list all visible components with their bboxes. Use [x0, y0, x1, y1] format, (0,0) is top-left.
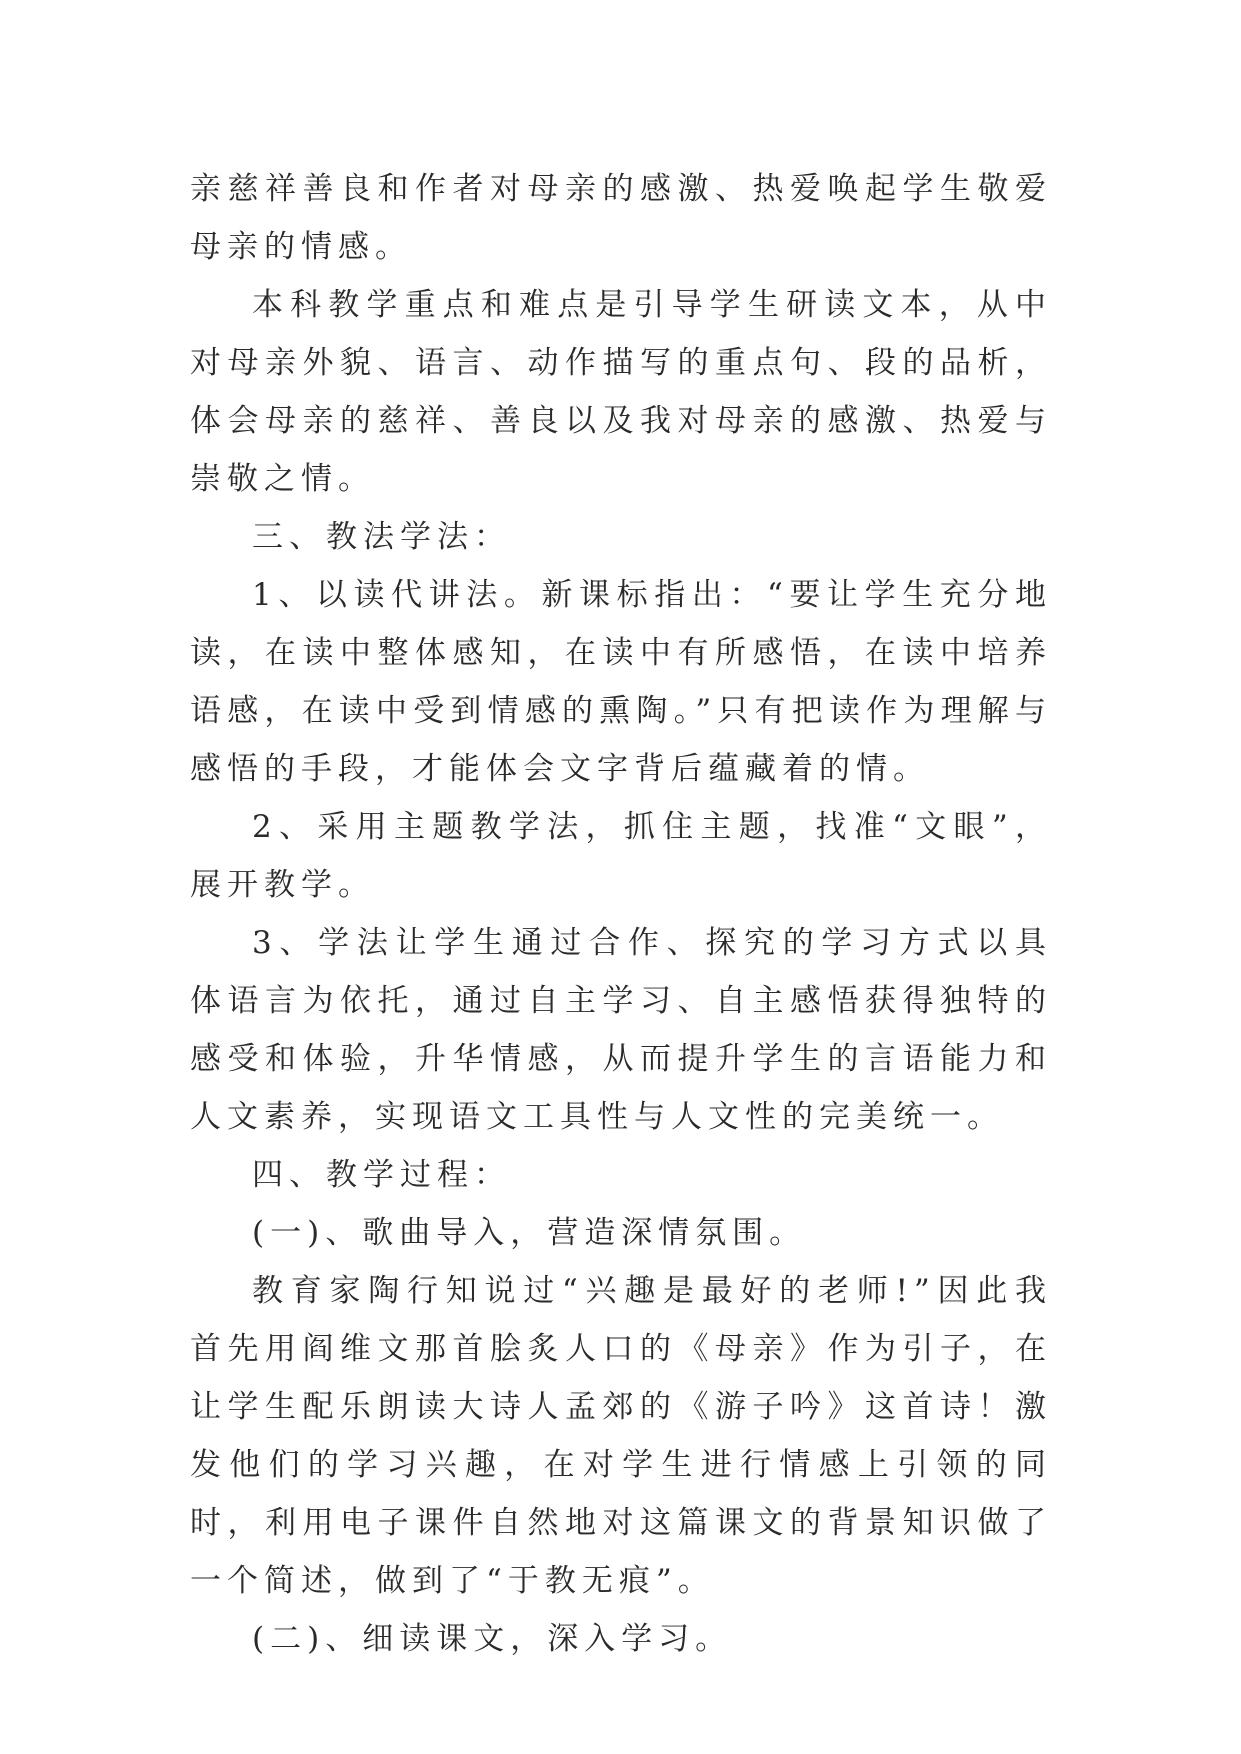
section-heading-process: 四、教学过程：: [252, 1157, 511, 1193]
paragraph-method-3: 3、学法让学生通过合作、探究的学习方式以具体语言为依托，通过自主学习、自主感悟获得独特的感受和体验，升华情感，从而提升学生的言语能力和人文素养，实现语文工具性与人文性的完美统一。: [190, 925, 1052, 1135]
paragraph-1: 亲慈祥善良和作者对母亲的感激、热爱唤起学生敬爱母亲的情感。: [190, 171, 1052, 265]
document-body: [190, 160, 1052, 1668]
paragraph-method-1: 1、以读代讲法。新课标指出：“要让学生充分地读，在读中整体感知，在读中有所感悟，在读中培养语感，在读中受到情感的熏陶。”只有把读作为理解与感悟的手段，才能体会文字背后蕴藏着的情。: [190, 577, 1052, 787]
section-heading-methods: 三、教法学法：: [252, 519, 511, 555]
paragraph-step-1: 教育家陶行知说过“兴趣是最好的老师!”因此我首先用阎维文那首脍炙人口的《母亲》作为引子，在让学生配乐朗读大诗人孟郊的《游子吟》这首诗！激发他们的学习兴趣，在对学生进行情感上引领的同时，利用电子课件自然地对这篇课文的背景知识做了一个简述，做到了“于教无痕”。: [190, 1273, 1052, 1599]
paragraph-2: 本科教学重点和难点是引导学生研读文本，从中对母亲外貌、语言、动作描写的重点句、段的品析，体会母亲的慈祥、善良以及我对母亲的感激、热爱与崇敬之情。: [190, 287, 1052, 497]
subheading-step-1: (一)、歌曲导入，营造深情氛围。: [252, 1215, 807, 1251]
paragraph-method-2: 2、采用主题教学法，抓住主题，找准“文眼”，展开教学。: [190, 809, 1052, 903]
subheading-step-2: (二)、细读课文，深入学习。: [252, 1621, 733, 1657]
